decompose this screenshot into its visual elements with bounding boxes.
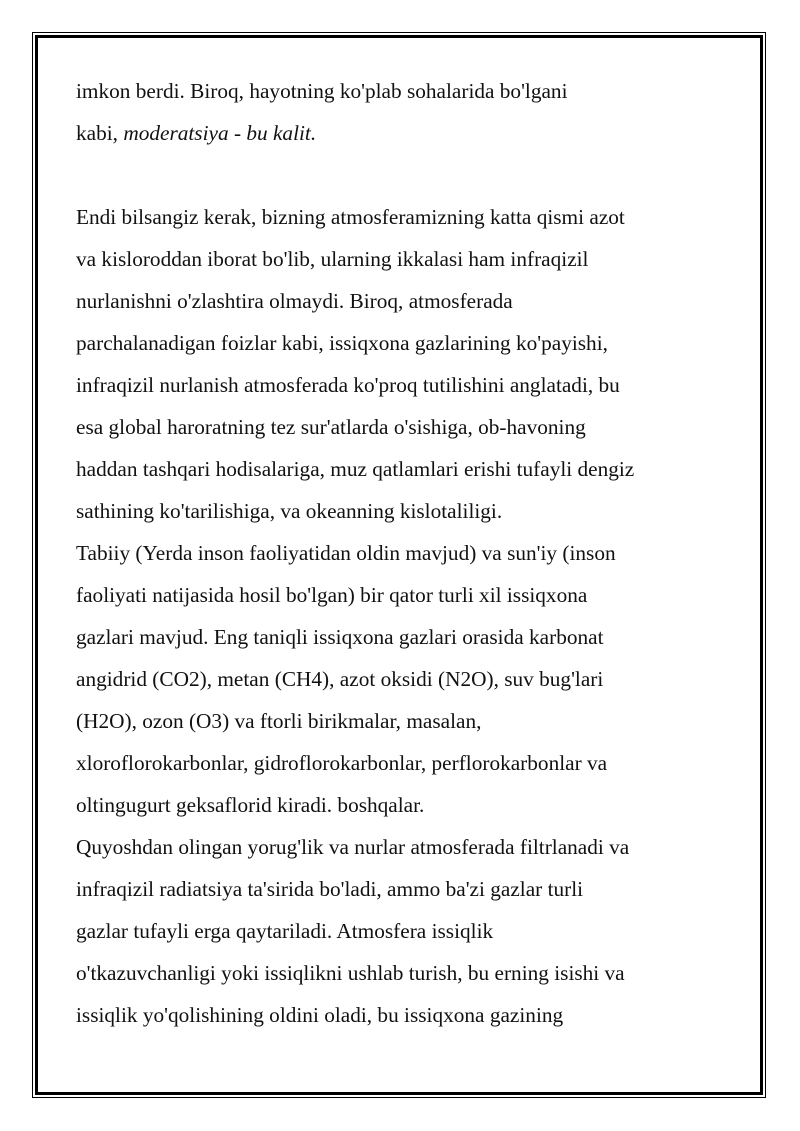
paragraph-line: angidrid (CO2), metan (CH4), azot oksidi (N2O), suv bug'lari xyxy=(76,667,604,691)
paragraph-line: Quyoshdan olingan yorug'lik va nurlar atmosferada filtrlanadi va xyxy=(76,835,630,859)
paragraph-spacer xyxy=(76,154,736,196)
intro-line: imkon berdi. Biroq, hayotning ko'plab sohalarida bo'lgani xyxy=(76,79,568,103)
paragraph-line: oltingugurt geksaflorid kiradi. boshqalar. xyxy=(76,793,425,817)
paragraph-line: (H2O), ozon (O3) va ftorli birikmalar, masalan, xyxy=(76,709,482,733)
paragraph-line: infraqizil radiatsiya ta'sirida bo'ladi, ammo ba'zi gazlar turli xyxy=(76,877,584,901)
paragraph-line: Endi bilsangiz kerak, bizning atmosferamizning katta qismi azot xyxy=(76,205,625,229)
paragraph-line: issiqlik yo'qolishining oldini oladi, bu issiqxona gazining xyxy=(76,1003,564,1027)
paragraph-line: sathining ko'tarilishiga, va okeanning kislotaliligi. xyxy=(76,499,503,523)
document-body xyxy=(76,70,736,1036)
intro-tail-line xyxy=(76,112,736,154)
paragraph-line: Tabiiy (Yerda inson faoliyatidan oldin mavjud) va sun'iy (inson xyxy=(76,541,616,565)
paragraph-line: xloroflorokarbonlar, gidroflorokarbonlar, perflorokarbonlar va xyxy=(76,751,608,775)
paragraph-1 xyxy=(76,196,736,532)
paragraph-line: nurlanishni o'zlashtira olmaydi. Biroq, atmosferada xyxy=(76,289,513,313)
intro-tail-prefix: kabi, xyxy=(76,121,124,145)
paragraph-line: va kisloroddan iborat bo'lib, ularning ikkalasi ham infraqizil xyxy=(76,247,589,271)
paragraph-line: parchalanadigan foizlar kabi, issiqxona gazlarining ko'payishi, xyxy=(76,331,608,355)
paragraph-line: gazlar tufayli erga qaytariladi. Atmosfera issiqlik xyxy=(76,919,494,943)
paragraph-line: haddan tashqari hodisalariga, muz qatlamlari erishi tufayli dengiz xyxy=(76,457,635,481)
paragraph-line: gazlari mavjud. Eng taniqli issiqxona gazlari orasida karbonat xyxy=(76,625,604,649)
paragraph-line: o'tkazuvchanligi yoki issiqlikni ushlab turish, bu erning isishi va xyxy=(76,961,625,985)
paragraph-2 xyxy=(76,532,736,826)
paragraph-line: esa global haroratning tez sur'atlarda o'sishiga, ob-havoning xyxy=(76,415,586,439)
paragraph-3 xyxy=(76,826,736,1036)
intro-tail-italic: moderatsiya - bu kalit. xyxy=(123,121,317,145)
paragraph-line: infraqizil nurlanish atmosferada ko'proq tutilishini anglatadi, bu xyxy=(76,373,620,397)
paragraph-line: faoliyati natijasida hosil bo'lgan) bir qator turli xil issiqxona xyxy=(76,583,588,607)
